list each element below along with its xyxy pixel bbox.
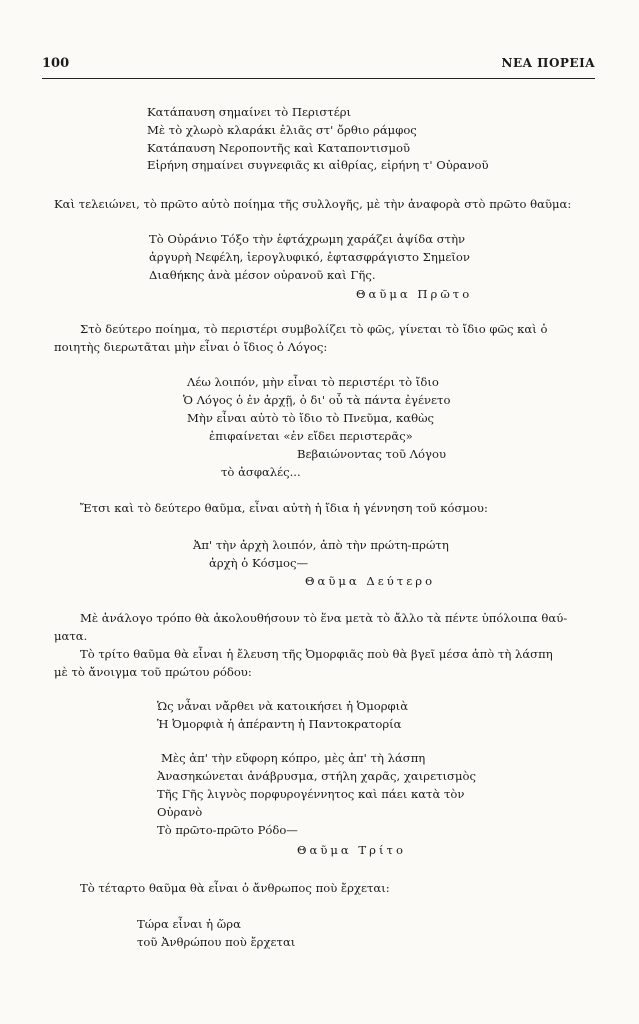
poem-line: Ἀπ' τὴν ἀρχὴ λοιπόν, ἀπὸ τὴν πρώτη-πρώτη: [193, 538, 449, 552]
body-text-line: Τὸ τέταρτο θαῦμα θὰ εἶναι ὁ ἄνθρωπος ποὺ ἔρχεται:: [80, 881, 390, 895]
poem-line: ἀρχὴ ὁ Κόσμος—: [209, 556, 309, 570]
body-text-line: Ἔτσι καὶ τὸ δεύτερο θαῦμα, εἶναι αὐτὴ ἡ ἴδια ἡ γέννηση τοῦ κόσμου:: [80, 501, 488, 515]
poem-line: Ὁ Λόγος ὁ ἐν ἀρχῇ, ὁ δι' οὗ τὰ πάντα ἐγένετο: [183, 393, 451, 407]
wonder-heading: Θαῦμα Δεύτερο: [305, 574, 436, 588]
poem-line: Διαθήκης ἀνὰ μέσον οὐρανοῦ καὶ Γῆς.: [149, 268, 376, 282]
poem-line: Εἰρήνη σημαίνει συγνεφιᾶς κι αἰθρίας, εἰρήνη τ' Οὐρανοῦ: [147, 158, 489, 172]
poem-line: Τὸ πρῶτο-πρῶτο Ρόδο—: [157, 823, 298, 837]
body-text-line: Καὶ τελειώνει, τὸ πρῶτο αὐτὸ ποίημα τῆς συλλογῆς, μὲ τὴν ἀναφορὰ στὸ πρῶτο θαῦμα:: [54, 197, 572, 211]
poem-line: Βεβαιώνοντας τοῦ Λόγου: [297, 447, 446, 461]
poem-line: Κατάπαυση Νεροποντῆς καὶ Καταποντισμοῦ: [147, 141, 411, 155]
poem-line: ἐπιφαίνεται «ἐν εἴδει περιστερᾶς»: [209, 429, 413, 443]
poem-line: Τὸ Οὐράνιο Τόξο τὴν ἑφτάχρωμη χαράζει ἀψίδα στὴν: [149, 232, 466, 246]
poem-line: Μὲς ἀπ' τὴν εὔφορη κόπρο, μὲς ἀπ' τὴ λάσπη: [161, 751, 426, 765]
poem-line: Μὴν εἶναι αὐτὸ τὸ ἴδιο τὸ Πνεῦμα, καθὼς: [187, 411, 435, 425]
page-number: 100: [42, 56, 70, 71]
body-text-line: Τὸ τρίτο θαῦμα θὰ εἶναι ἡ ἔλευση τῆς Ὀμορφιᾶς ποὺ θὰ βγεῖ μέσα ἀπὸ τὴ λάσπη: [80, 647, 553, 661]
poem-line: Ὡς νἆναι νἄρθει νὰ κατοικήσει ἡ Ὀμορφιὰ: [157, 699, 409, 713]
poem-line: ἀργυρὴ Νεφέλη, ἱερογλυφικό, ἑφτασφράγιστο Σημεῖον: [149, 250, 470, 264]
poem-line: Κατάπαυση σημαίνει τὸ Περιστέρι: [147, 105, 352, 119]
poem-line: Λέω λοιπόν, μὴν εἶναι τὸ περιστέρι τὸ ἴδιο: [187, 375, 439, 389]
wonder-heading: Θαῦμα Τρίτο: [297, 843, 406, 857]
page-header: [42, 56, 595, 79]
poem-line: τοῦ Ἀνθρώπου ποὺ ἔρχεται: [137, 935, 296, 949]
poem-line: Μὲ τὸ χλωρὸ κλαράκι ἐλιᾶς στ' ὄρθιο ράμφος: [147, 123, 417, 137]
poem-line: Τῆς Γῆς λιγνὸς πορφυρογέννητος καὶ πάει κατὰ τὸν: [157, 787, 465, 801]
body-text-line: μὲ τὸ ἄνοιγμα τοῦ πρώτου ρόδου:: [54, 665, 252, 679]
body-text-line: ποιητὴς διερωτᾶται μὴν εἶναι ὁ ἴδιος ὁ Λόγος:: [54, 340, 328, 354]
body-text-line: ματα.: [54, 629, 88, 643]
poem-line: Ἡ Ὀμορφιὰ ἡ ἀπέραντη ἡ Παντοκρατορία: [157, 717, 402, 731]
poem-line: Τώρα εἶναι ἡ ὥρα: [137, 917, 241, 931]
poem-line: Οὐρανὸ: [157, 805, 203, 819]
body-text-line: Στὸ δεύτερο ποίημα, τὸ περιστέρι συμβολίζει τὸ φῶς, γίνεται τὸ ἴδιο φῶς καὶ ὁ: [80, 322, 548, 336]
poem-line: τὸ ἀσφαλές...: [221, 465, 301, 479]
body-text-line: Μὲ ἀνάλογο τρόπο θὰ ἀκολουθήσουν τὸ ἕνα μετὰ τὸ ἄλλο τὰ πέντε ὑπόλοιπα θαύ-: [80, 611, 568, 625]
wonder-heading: Θαῦμα Πρῶτο: [356, 287, 473, 301]
journal-title: ΝΕΑ ΠΟΡΕΙΑ: [501, 56, 595, 70]
poem-line: Ἀνασηκώνεται ἀνάβρυσμα, στήλη χαρᾶς, χαιρετισμὸς: [157, 769, 476, 783]
